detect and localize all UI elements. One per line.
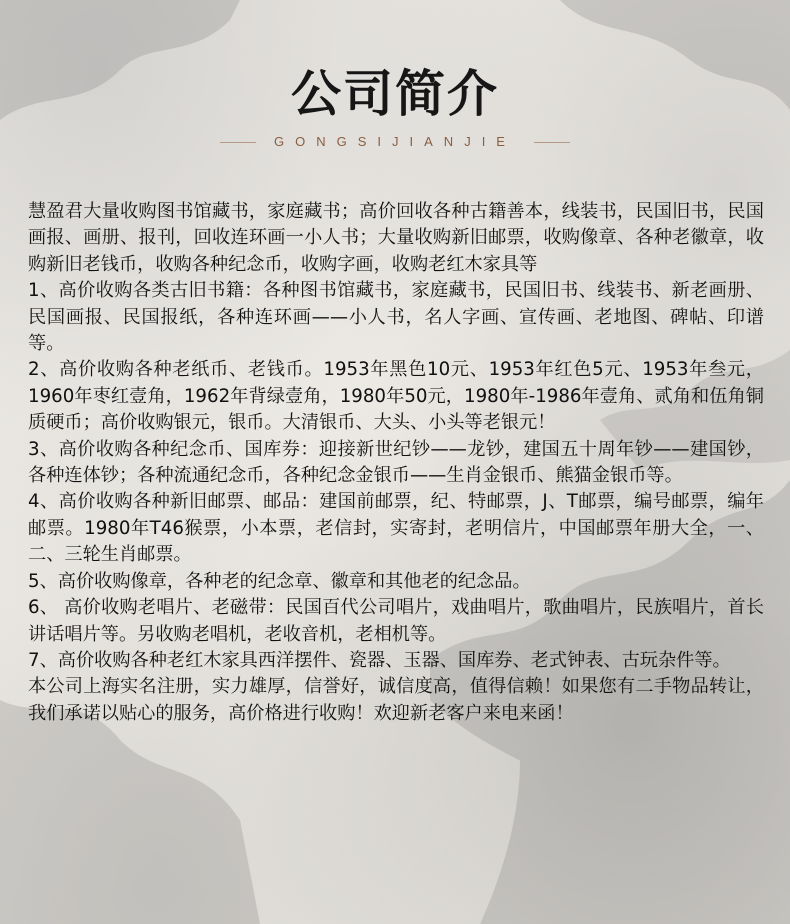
item-banknotes-coins: 2、高价收购各种老纸币、老钱币。1953年黑色10元、1953年红色5元、1953年叁元，1960年枣红壹角，1962年背绿壹角，1980年50元，1980年-1986年壹角、贰角和伍角铜质硬币；高价收购银元，银币。大清银币、大头、小头等老银元！	[28, 359, 764, 434]
item-records: 6、 高价收购老唱片、老磁带：民国百代公司唱片，戏曲唱片，歌曲唱片，民族唱片，首长讲话唱片等。另收购老唱机，老收音机，老相机等。	[28, 597, 764, 645]
item-stamps: 4、高价收购各种新旧邮票、邮品：建国前邮票，纪、特邮票，J、T邮票，编号邮票，编年邮票。1980年T46猴票，小本票，老信封，实寄封，老明信片，中国邮票年册大全，一、二、三轮生肖邮票。	[28, 491, 764, 566]
company-intro-content	[28, 199, 764, 727]
page-subtitle: GONGSIJIANJIE	[220, 134, 570, 150]
item-badges: 5、高价收购像章，各种老的纪念章、徽章和其他老的纪念品。	[28, 570, 531, 592]
closing-paragraph: 本公司上海实名注册，实力雄厚，信誉好，诚信度高，值得信赖！如果您有二手物品转让，我们承诺以贴心的服务，高价格进行收购！欢迎新老客户来电来函！	[28, 676, 764, 724]
intro-paragraph: 慧盈君大量收购图书馆藏书，家庭藏书；高价回收各种古籍善本，线装书，民国旧书，民国画报、画册、报刊，回收连环画一小人书；大量收购新旧邮票，收购像章、各种老徽章，收购新旧老钱币，收购各种纪念币，收购字画，收购老红木家具等	[28, 201, 764, 275]
header	[0, 62, 790, 150]
item-furniture-antiques: 7、高价收购各种老红木家具西洋摆件、瓷器、玉器、国库券、老式钟表、古玩杂件等。	[28, 649, 731, 671]
page-title: 公司简介	[291, 64, 499, 123]
item-commemorative-coins: 3、高价收购各种纪念币、国库券：迎接新世纪钞——龙钞，建国五十周年钞——建国钞，各种连体钞；各种流通纪念币，各种纪念金银币——生肖金银币、熊猫金银币等。	[28, 438, 764, 487]
item-books: 1、高价收购各类古旧书籍：各种图书馆藏书，家庭藏书，民国旧书、线装书、新老画册、民国画报、民国报纸，各种连环画——小人书，名人字画、宣传画、老地图、碑帖、印谱等。	[28, 280, 764, 355]
